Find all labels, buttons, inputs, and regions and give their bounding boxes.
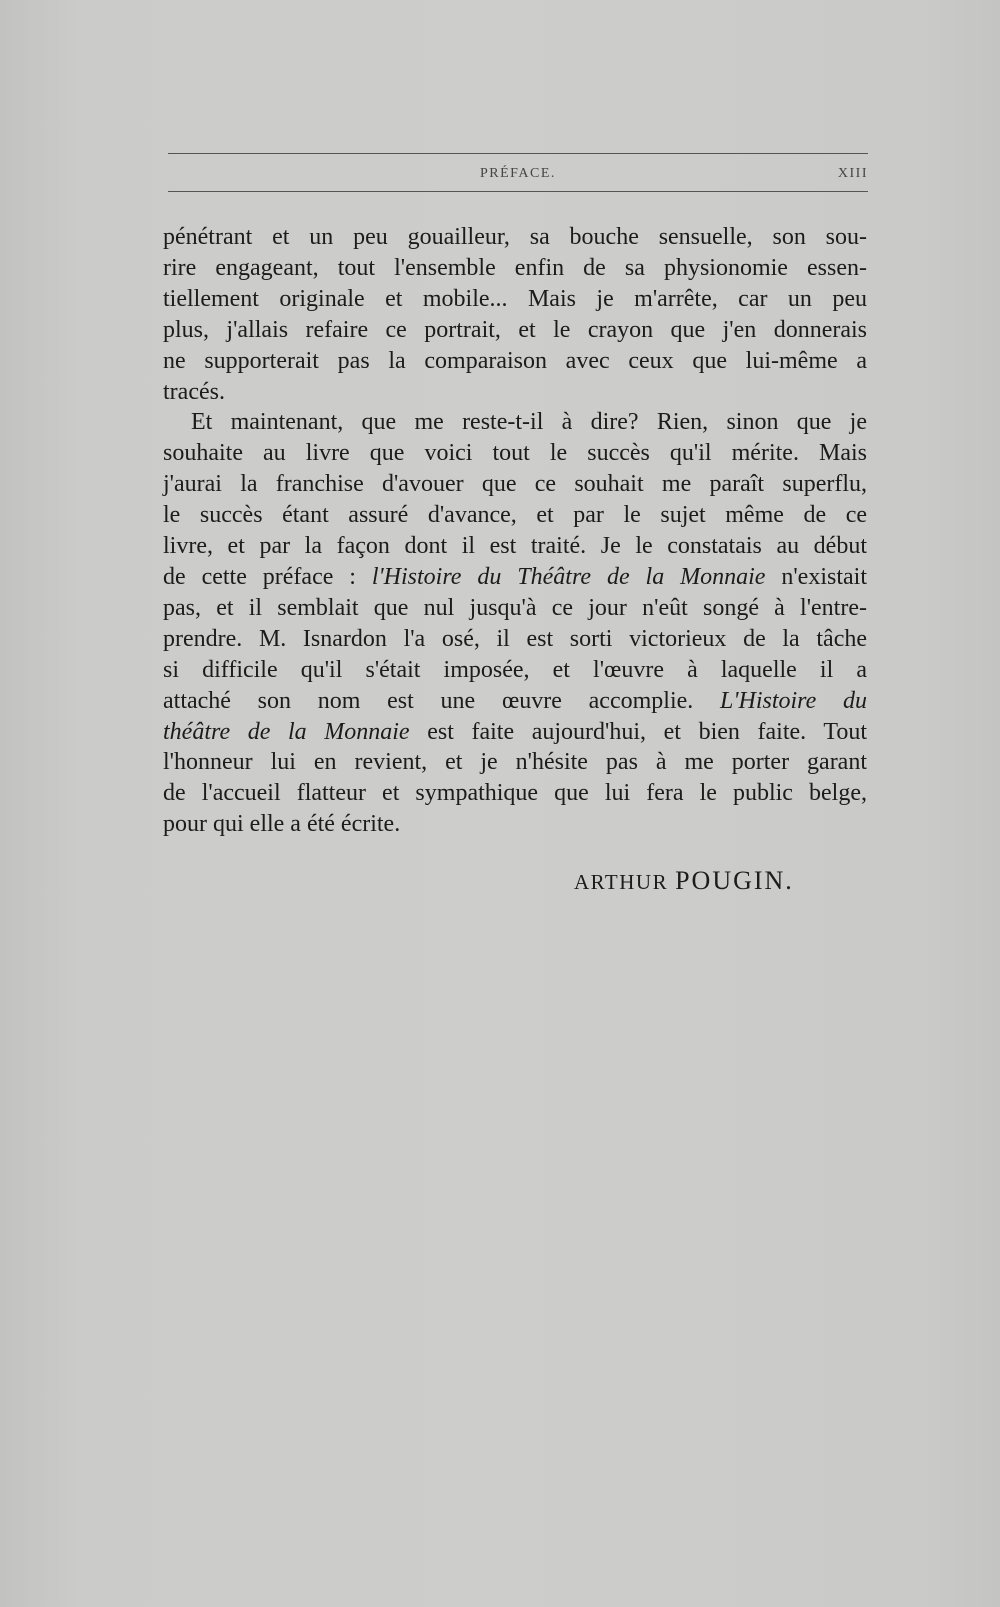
text-segment: de cette préface : — [163, 563, 372, 590]
text-line: pour qui elle a été écrite. — [163, 811, 401, 838]
text-line: ne supporterait pas la comparaison avec ceux que lui-même a — [163, 347, 867, 374]
page-number: XIII — [837, 166, 868, 181]
text-segment: n'existait — [765, 563, 867, 590]
text-line: pénétrant et un peu gouailleur, sa bouche sensuelle, son sou- — [163, 224, 867, 250]
text-line: prendre. M. Isnardon l'a osé, il est sorti victorieux de la tâche — [163, 625, 867, 652]
text-line: l'honneur lui en revient, et je n'hésite pas à me porter garant — [163, 749, 867, 776]
text-segment: attaché son nom est une œuvre accomplie. — [163, 687, 720, 714]
running-title: PRÉFACE. — [480, 166, 556, 181]
body-text — [163, 222, 867, 840]
text-line: tiellement originale et mobile... Mais je m'arrête, car un peu — [163, 285, 867, 312]
text-line: plus, j'allais refaire ce portrait, et le crayon que j'en donnerais — [163, 316, 867, 343]
running-head — [168, 166, 868, 186]
text-line: livre, et par la façon dont il est traité. Je le constatais au début — [163, 533, 867, 560]
text-line: le succès étant assuré d'avance, et par le sujet même de ce — [163, 502, 867, 529]
author-signature — [574, 866, 794, 896]
book-title-italic: théâtre de la Monnaie — [163, 718, 410, 745]
header-rule-top — [168, 153, 868, 154]
text-line: souhaite au livre que voici tout le succès qu'il mérite. Mais — [163, 440, 867, 467]
text-line: de l'accueil flatteur et sympathique que lui fera le public belge, — [163, 780, 867, 807]
text-line: pas, et il semblait que nul jusqu'à ce jour n'eût songé à l'entre- — [163, 594, 867, 621]
text-line: Et maintenant, que me reste-t-il à dire? Rien, sinon que je — [191, 409, 867, 436]
text-line — [163, 562, 867, 593]
text-segment: est faite aujourd'hui, et bien faite. Tout — [409, 718, 867, 745]
paragraph-2 — [163, 407, 867, 840]
signature-last-name: POUGIN. — [675, 866, 794, 895]
book-title-italic: l'Histoire du Théâtre de la Monnaie — [371, 563, 766, 590]
header-rule-bottom — [168, 191, 868, 192]
text-line — [163, 717, 867, 748]
text-line: j'aurai la franchise d'avouer que ce souhait me paraît superflu, — [163, 471, 867, 498]
text-line — [163, 686, 867, 717]
text-line: rire engageant, tout l'ensemble enfin de sa physionomie essen- — [163, 254, 867, 281]
text-line: si difficile qu'il s'était imposée, et l'œuvre à laquelle il a — [163, 656, 867, 683]
book-title-italic: L'Histoire du — [720, 687, 867, 714]
paragraph-1 — [163, 222, 867, 407]
text-line: tracés. — [163, 378, 225, 405]
signature-first-name: ARTHUR — [574, 870, 669, 894]
